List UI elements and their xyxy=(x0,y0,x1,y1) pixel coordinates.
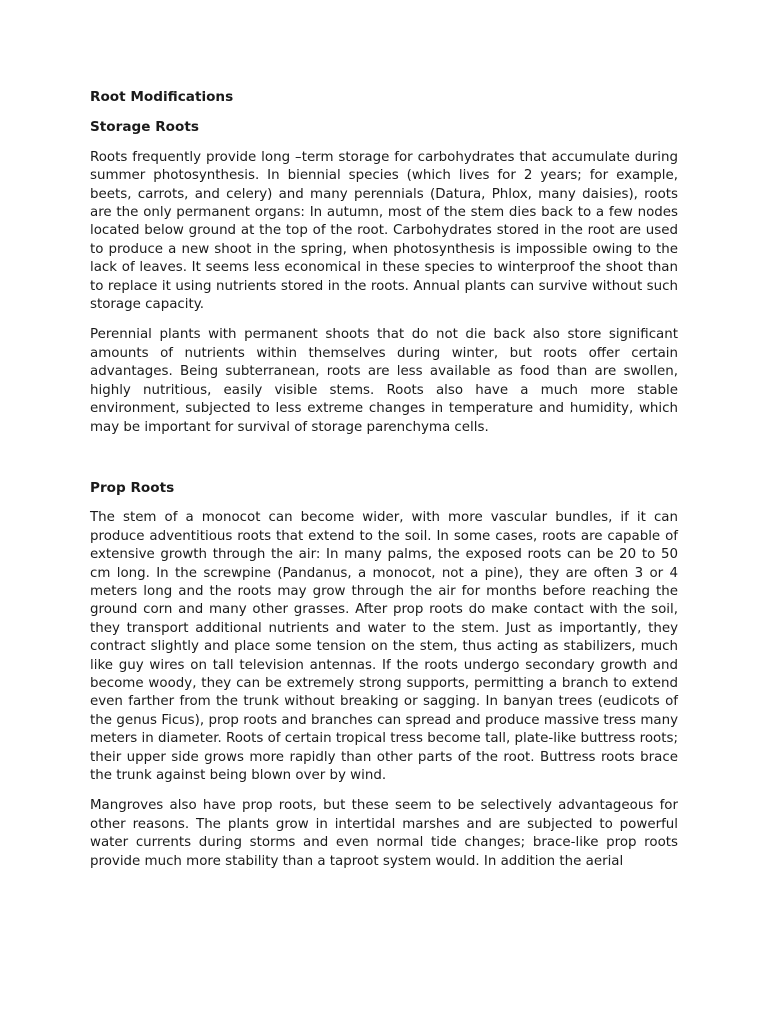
section-storage-roots xyxy=(90,118,678,437)
section-prop-roots xyxy=(90,479,678,871)
paragraph: Roots frequently provide long –term storage for carbohydrates that accumulate during summer photosynthesis. In biennial species (which lives for 2 years; for example, beets, carrots, and celery) and many perennials (Datura, Phlox, many daisies), roots are the only permanent organs: In autumn, most of the stem dies back to a few nodes located below ground at the top of the root. Carbohydrates stored in the root are used to produce a new shoot in the spring, when photosynthesis is impossible owing to the lack of leaves. It seems less economical in these species to winterproof the shoot than to replace it using nutrients stored in the roots. Annual plants can survive without such storage capacity. xyxy=(90,149,678,313)
paragraph: Perennial plants with permanent shoots that do not die back also store significant amounts of nutrients within themselves during winter, but roots offer certain advantages. Being subterranean, roots are less available as food than are swollen, highly nutritious, easily visible stems. Roots also have a much more stable environment, subjected to less extreme changes in temperature and humidity, which may be important for survival of storage parenchyma cells. xyxy=(90,327,678,435)
document-page xyxy=(90,88,678,883)
document-title: Root Modifications xyxy=(90,89,234,105)
section-spacer xyxy=(90,449,678,479)
section-heading: Prop Roots xyxy=(90,479,175,496)
section-heading: Storage Roots xyxy=(90,119,199,136)
paragraph: Mangroves also have prop roots, but these seem to be selectively advantageous for other reasons. The plants grow in intertidal marshes and are subjected to powerful water currents during storms and even normal tide changes; brace-like prop roots provide much more stability than a taproot system would. In addition the aerial xyxy=(90,798,678,869)
paragraph: The stem of a monocot can become wider, with more vascular bundles, if it can produce adventitious roots that extend to the soil. In some cases, roots are capable of extensive growth through the air: In many palms, the exposed roots can be 20 to 50 cm long. In the screwpine (Pandanus, a monocot, not a pine), they are often 3 or 4 meters long and the roots may grow through the air for months before reaching the ground corn and many other grasses. After prop roots do make contact with the soil, they transport additional nutrients and water to the stem. Just as importantly, they contract slightly and place some tension on the stem, thus acting as stabilizers, much like guy wires on tall television antennas. If the roots undergo secondary growth and become woody, they can be extremely strong supports, permitting a branch to extend even farther from the trunk without breaking or sagging. In banyan trees (eudicots of the genus Ficus), prop roots and branches can spread and produce massive tress many meters in diameter. Roots of certain tropical tress become tall, plate-like buttress roots; their upper side grows more rapidly than other parts of the root. Buttress roots brace the trunk against being blown over by wind. xyxy=(90,510,678,783)
